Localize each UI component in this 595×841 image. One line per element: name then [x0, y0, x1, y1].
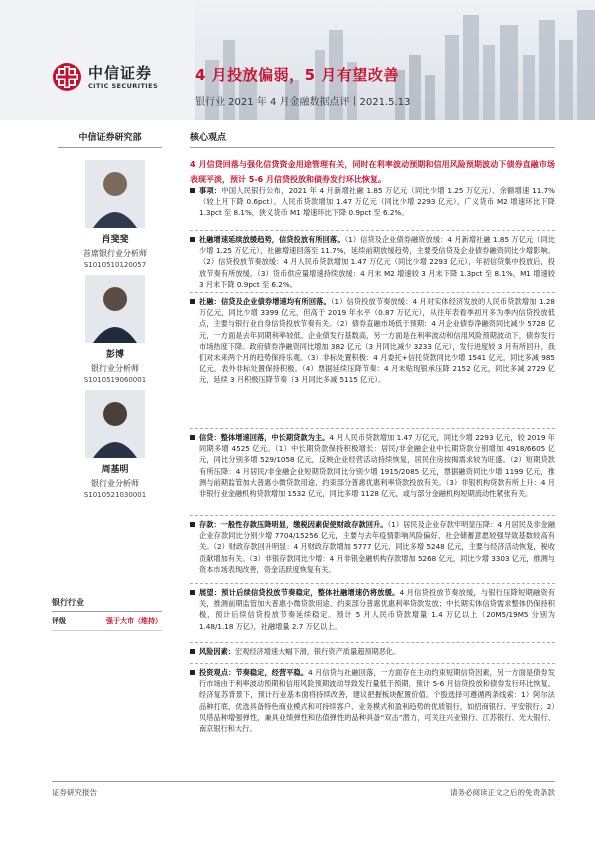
divider [190, 428, 555, 429]
rating-row [52, 612, 162, 631]
rating-value: 强于大市（维持） [106, 617, 162, 625]
logo-english-name: CITIC SECURITIES [88, 81, 159, 90]
footer-disclaimer: 请务必阅读正文之后的免责条款 [450, 788, 555, 797]
section-body: （1）信贷及企业债券融资放缓：4 月新增社融 1.85 万亿元（同比少增 1.25 万亿元），社融增速回落至 11.7%，延续前期放缓趋势，主要受信贷及企业债券融资同比少增影响。（2）信贷投放节奏放缓：4 月人民币贷款增加 1.47 万亿元（同比少增 2293 亿元），年初信贷集中投放后，投放节奏有所放缓。（3）货币供应量增速持续放缓：4 月末 M2 增速较 3 月末下降 1.3pct 至 8.1%，M1 增速较 3 月末下降 0.9pct 至 6.2%。 [199, 235, 555, 289]
analyst-name: 周基明 [101, 465, 129, 475]
bullet-icon [190, 299, 195, 304]
section-risks [190, 646, 555, 657]
section-social-financing [190, 234, 555, 290]
section-body: 宏观经济增速大幅下滑，银行资产质量超预期恶化。 [234, 647, 401, 656]
footer-left-text: 证券研究报告 [52, 788, 97, 797]
bullet-icon [190, 435, 195, 440]
section-body: 4 月信贷与社融回落，一方面存在主动约束短期信贷因素，另一方面是债券发行市场由于利率波动预期和信用风险预期波动导致发行量低于预期，预计 5-6 月信贷投放和债券发行环比恢复。经济复苏背景下，预计行业基本面将持续改善，建议把握板块配置价值。个股选择可遵循两条线索：1）阿尔法品种打底，优选具备特色商业模式和可持续客户、业务模式和盈利趋势的优质银行，如招商银行、平安银行；2）贝塔品种增强弹性，兼具业绩弹性和估值弹性的品种具备“双击”潜力，可关注兴业银行、江苏银行、光大银行、南京银行和大行。 [199, 668, 555, 734]
footer-divider [52, 781, 555, 782]
research-institute-label: 中信证券研究部 [58, 130, 162, 148]
bullet-icon [190, 670, 195, 675]
divider [190, 515, 555, 516]
divider [190, 583, 555, 584]
analyst-card [60, 390, 170, 499]
section-body: （1）居民及企业存款牢明显压降：4 月居民及非金融企业存款同比分别少增 7704/15256 亿元，主要与去年疫情影响风险偏好，社会储蓄意愿较强导致基数较高有关。（2）财政存款回升明显：4 月财政存款增加 5777 亿元，同比多增 5248 亿元，主要与经济活动恢复，税收贡献增加有关。（3）非银存款同比少增：4 月非银金融机构存款增加 5268 亿元，同比少增 3303 亿元，推测与资本市场表现改善，资金活跃度恢复有关。 [199, 520, 555, 574]
bullet-icon [190, 522, 195, 527]
analyst-role: 首席银行业分析师 [83, 249, 147, 258]
analyst-photo [85, 390, 145, 458]
divider [190, 230, 555, 231]
section-head: 社融：信贷及企业债券增速均有所回落。 [199, 297, 331, 306]
section-body: 中国人民银行公布，2021 年 4 月新增社融 1.85 万亿元（同比少增 1.25 万亿元）、余额增速 11.7%（较上月下降 0.6pct）。人民币贷款增加 1.47 万亿元（同比少增 2293 亿元），广义货币 M2 增速环比下降 1.3pct 至 8.1%，狭义货币 M1 增速环比下降 0.9pct 至 6.2%。 [199, 186, 555, 218]
analyst-id: S1010519060001 [83, 376, 147, 384]
analyst-name: 彭博 [105, 350, 124, 360]
section-head: 信贷：整体增速回落，中长期贷款为主。 [199, 433, 330, 442]
sector-rating-box [52, 597, 162, 631]
logo-chinese-name: 中信证券 [88, 63, 153, 82]
analyst-role: 银行业分析师 [91, 364, 139, 373]
person-icon [85, 275, 145, 343]
section-head: 风险因素： [199, 647, 235, 656]
rating-label: 评级 [52, 617, 66, 625]
bullet-icon [190, 188, 195, 193]
report-title: 4 月投放偏弱，5 月有望改善 [195, 66, 399, 84]
divider [190, 663, 555, 664]
section-sf-detail [190, 296, 555, 386]
sidebar [52, 130, 162, 148]
section-head: 事项： [199, 186, 222, 195]
analyst-card [60, 160, 170, 269]
section-body: 4 月人民币贷款增加 1.47 万亿元，同比少增 2293 亿元，较 2019 年同期多增 4525 亿元。（1）中长期贷款保持积极增长：居民/非金融企业中长期贷款分别增加 4918/6605 亿元，同比分别多增 529/1058 亿元，反映企业经营活动持续恢复，居民住房按揭需求较为旺盛。（2）短期贷款有所压降：4 月居民/非金融企业短期贷款同比分别少增 1915/2085 亿元，票据融资同比少增 1199 亿元，推测与前期监管加大普惠小微贷款用途、约束部分普惠优惠利率贷款投放有关。（3）非银机构贷款有所上升：4 月非银行业金融机构贷款增加 1532 亿元，同比多增 1128 亿元，或与部分金融机构短期流动性紧张有关。 [199, 433, 555, 499]
core-view-title: 核心观点 [190, 130, 555, 148]
citic-logo-icon [52, 62, 82, 92]
section-body: 4 月信贷投放节奏放缓，与银行压降短期融资有关，推测前期监管加大普惠小微贷款用途、约束部分普惠优惠利率贷款发放；中长期实体信贷需求整体仍保持积极，预计后续信贷投放节奏延续稳定。预计 5 月人民币贷款增量 1.4 万亿以上（20M5/19M5 分别为 1.48/1.18 万亿），社融增量 2.7 万亿以上。 [199, 588, 555, 631]
divider [190, 642, 555, 643]
section-body: （1）信贷投放节奏放缓：4 月对实体经济发放的人民币贷款增加 1.28 万亿元，同比少增 3399 亿元，但高于 2019 年水平（0.87 万亿元），从往年表看季初月多为季内信贷投放低点，主要与银行业自身信贷投放节奏有关。（2）债券直融市场低于预期：4 月企业债券净融资同比减少 5728 亿元，一方面是去年同期利率较低、企业债发行基数高，另一方面是在利率波动和信用风险预期波动下，债券发行市场热度下降。政府债券净融资同比增加 382 亿元（3 月同比减少 3233 亿元），发行进度较 3 月有所回升，我们对未来两个月的趋势保持乐观。（3）非标处置积极：4 月委托+信托贷款同比少增 1541 亿元，同比多减 985 亿元，表外非标处置保持积极。（4）票据延续压降节奏：4 月未贴现银承压降 2152 亿元，同比多减 2729 亿元，延续 3 月积极压降节奏（3 月同比多减 5115 亿元）。 [199, 297, 555, 385]
bullet-icon [190, 649, 195, 654]
section-head: 投资观点：节奏稳定，经营平稳。 [199, 668, 309, 677]
section-outlook [190, 587, 555, 632]
section-head: 展望：预计后续信贷投放节奏稳定，整体社融增速仍将放缓。 [199, 588, 400, 597]
analyst-card [60, 275, 170, 384]
analyst-name: 肖斐斐 [101, 235, 129, 245]
divider [190, 292, 555, 293]
section-deposits [190, 519, 555, 575]
company-logo [52, 62, 158, 92]
section-head: 存款：一般性存款压降明显，缴税因素促使财政存款回升。 [199, 520, 388, 529]
section-investment-view [190, 667, 555, 734]
section-credit [190, 432, 555, 499]
bullet-icon [190, 237, 195, 242]
lead-summary: 4 月信贷回落与强化信贷资金用途管理有关，同时在利率波动预期和信用风险预期波动下债券直融市场表现平淡，预计 5-6 月信贷投放和债券发行环比恢复。 [190, 160, 555, 184]
main-content [190, 130, 555, 187]
analyst-photo [85, 160, 145, 228]
sector-title: 银行行业 [52, 597, 162, 612]
section-event [190, 185, 555, 219]
analyst-id: S1010510120057 [83, 261, 147, 269]
analyst-photo [85, 275, 145, 343]
report-subtitle: 银行业 2021 年 4 月金融数据点评丨2021.5.13 [195, 97, 411, 108]
bullet-icon [190, 590, 195, 595]
analyst-role: 银行业分析师 [91, 479, 139, 488]
report-header [0, 0, 595, 120]
analyst-id: S1010521030001 [83, 491, 147, 499]
person-icon [85, 390, 145, 458]
person-icon [85, 160, 145, 228]
section-head: 社融增速延续放缓趋势，信贷投放有所回落。 [199, 235, 345, 244]
